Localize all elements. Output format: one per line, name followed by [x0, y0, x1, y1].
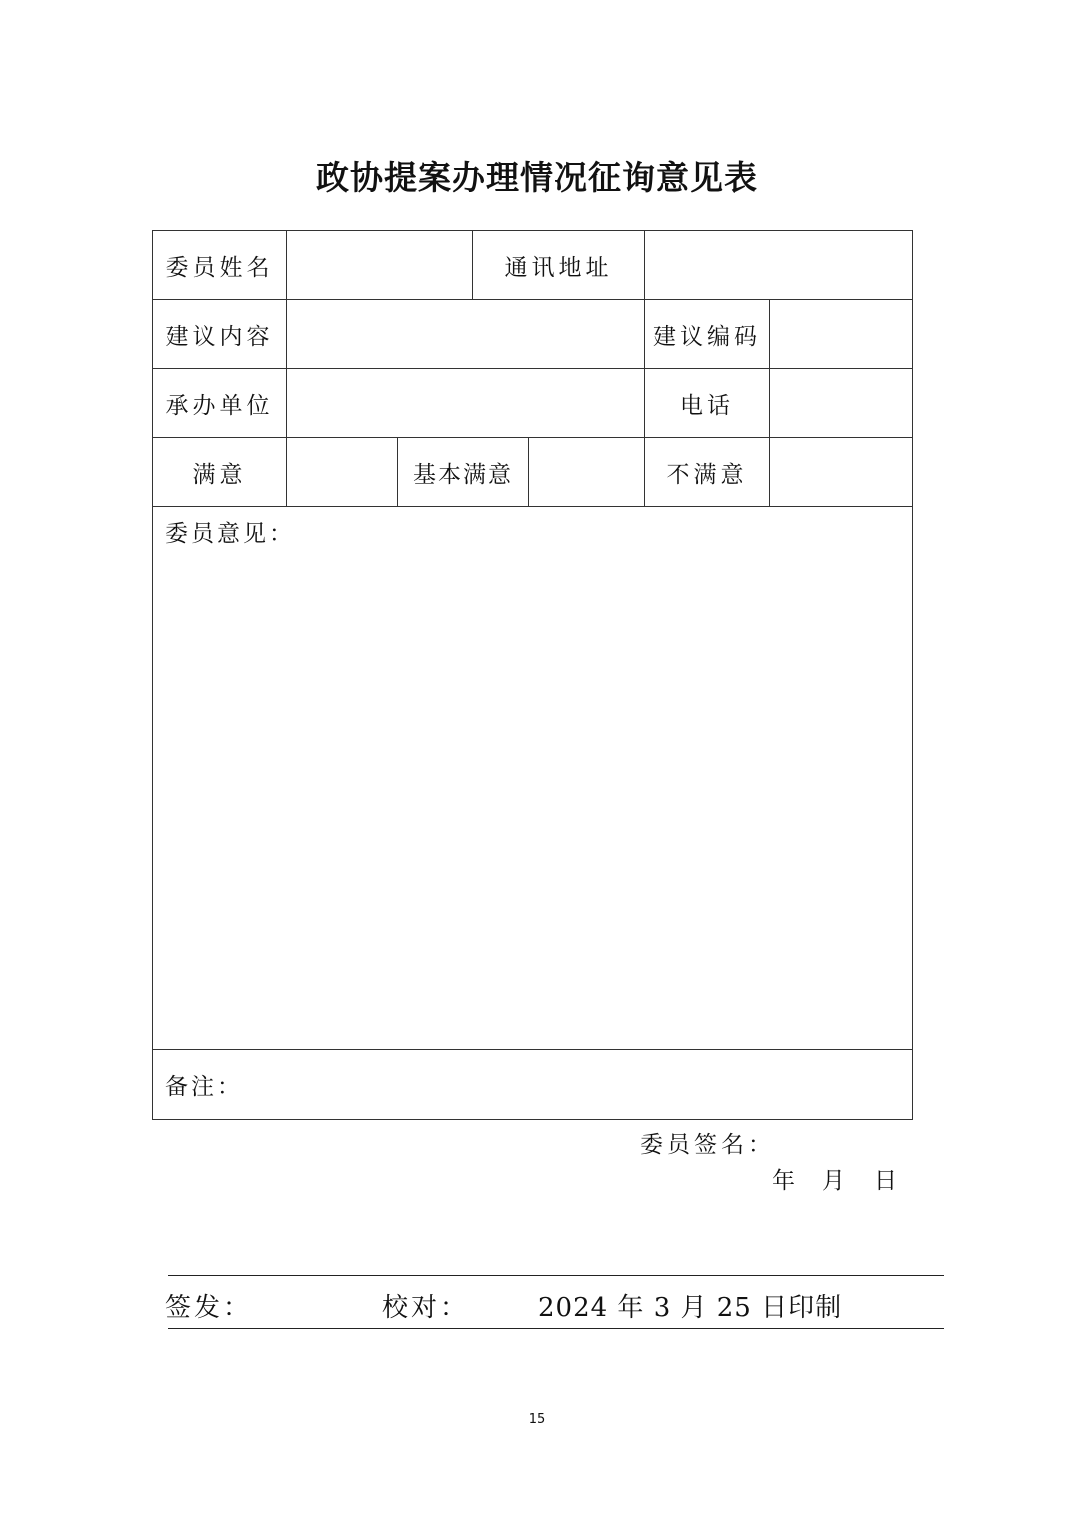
member-opinion-label: 委员意见：	[165, 521, 295, 547]
member-name-label: 委员姓名	[153, 231, 287, 300]
proofread-label: 校对：	[382, 1293, 470, 1323]
remarks-label: 备注：	[165, 1074, 243, 1100]
address-label: 通讯地址	[473, 231, 645, 300]
phone-field[interactable]	[770, 369, 913, 438]
remarks-area[interactable]	[153, 1050, 913, 1120]
opinion-form	[152, 230, 913, 1120]
signature-year: 年	[772, 1168, 799, 1194]
satisfied-label: 满意	[153, 438, 287, 507]
proposal-code-field[interactable]	[770, 300, 913, 369]
signature-day: 日	[874, 1168, 901, 1194]
basically-satisfied-checkbox[interactable]	[529, 438, 645, 507]
footer-top-rule	[168, 1275, 944, 1276]
member-opinion-area[interactable]	[153, 507, 913, 1050]
address-field[interactable]	[645, 231, 913, 300]
unsatisfied-checkbox[interactable]	[770, 438, 913, 507]
page-number: 15	[528, 1412, 546, 1427]
handling-unit-label: 承办单位	[153, 369, 287, 438]
unsatisfied-label: 不满意	[645, 438, 770, 507]
footer-bottom-rule	[168, 1328, 944, 1329]
basically-satisfied-label: 基本满意	[398, 438, 529, 507]
proposal-content-label: 建议内容	[153, 300, 287, 369]
member-name-field[interactable]	[287, 231, 473, 300]
print-date: 2024 年 3 月 25 日印制	[538, 1293, 843, 1323]
proposal-content-field[interactable]	[287, 300, 645, 369]
proposal-code-label: 建议编码	[645, 300, 770, 369]
member-signature-label: 委员签名：	[640, 1132, 775, 1158]
page-title: 政协提案办理情况征询意见表	[316, 158, 758, 197]
phone-label: 电话	[645, 369, 770, 438]
issued-label: 签发：	[165, 1293, 253, 1323]
satisfied-checkbox[interactable]	[287, 438, 398, 507]
signature-month: 月	[822, 1168, 849, 1194]
handling-unit-field[interactable]	[287, 369, 645, 438]
